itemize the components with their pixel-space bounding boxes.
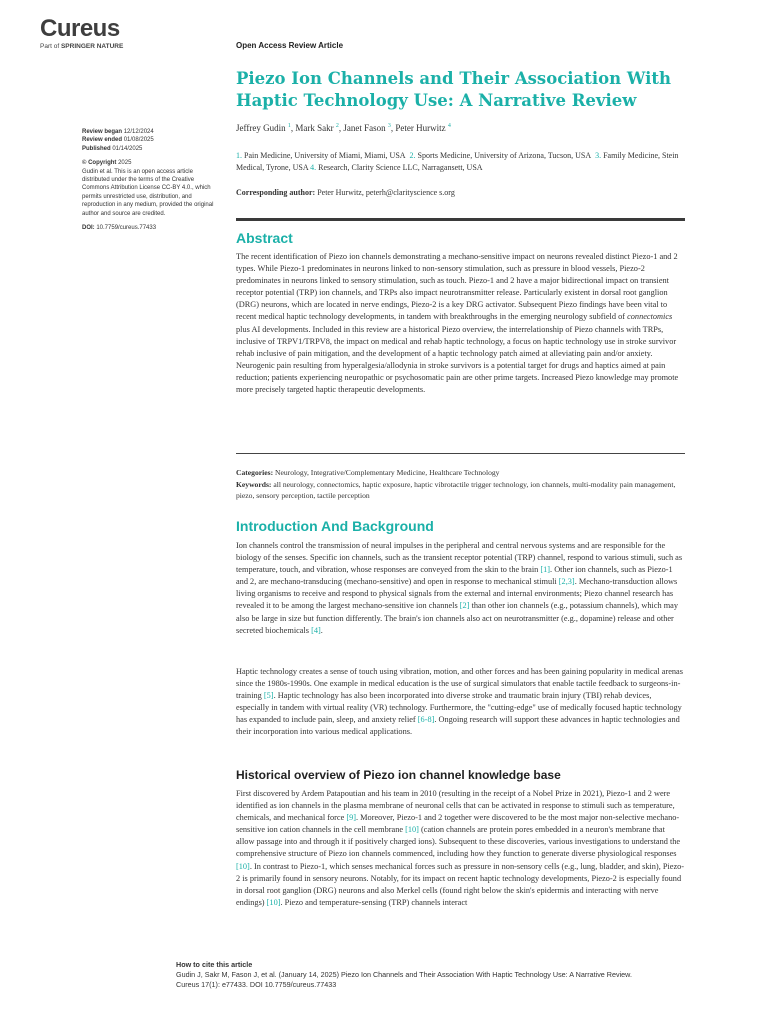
article-type-label: Open Access Review Article: [236, 41, 344, 50]
cite-line-1: Gudin J, Sakr M, Fason J, et al. (January 14, 2025) Piezo Ion Channels and Their Association With Haptic Technology Use: A Narrative Review.: [176, 970, 632, 979]
affiliation-marker: 2: [335, 123, 339, 129]
divider: [236, 453, 685, 454]
categories: Categories: Neurology, Integrative/Complementary Medicine, Healthcare Technology: [236, 468, 500, 477]
doi[interactable]: DOI: 10.7759/cureus.77433: [82, 225, 157, 232]
affiliation-text: Family Medicine, Stein Medical, Tyrone, USA: [236, 151, 679, 172]
affiliation-text: Sports Medicine, University of Arizona, Tucson, USA: [417, 151, 592, 160]
corresponding-label: Corresponding author:: [236, 188, 316, 197]
affiliation-text: Pain Medicine, University of Miami, Miami, USA: [244, 151, 406, 160]
corresponding-author: [236, 188, 455, 197]
article-title: Piezo Ion Channels and Their Association With Haptic Technology Use: A Narrative Review: [236, 69, 671, 110]
affiliation-number: 3.: [595, 151, 602, 160]
affiliation-number: 2.: [409, 151, 416, 160]
reference-link[interactable]: [6-8]: [417, 715, 435, 725]
published-date: Published 01/14/2025: [82, 145, 143, 152]
review-began: Review began 12/12/2024: [82, 129, 154, 135]
reference-link[interactable]: [10]: [405, 825, 419, 835]
author-list: Jeffrey Gudin $^1$, Mark Sakr $^2$, Janet Fason $^3$, Peter Hurwitz $^4$: [236, 123, 451, 133]
author-name[interactable]: Janet Fason: [343, 123, 386, 133]
cite-label: How to cite this article: [176, 960, 253, 969]
reference-link[interactable]: [2]: [459, 601, 470, 611]
cureus-logo: [40, 16, 150, 51]
intro-paragraph-1: Ion channels control the transmission of neural impulses in the peripheral and central nervous systems and are responsible for the biology of the senses. Specific ion channels, such as the transient receptor potential (TRP) channel, respond to various stimuli, such as temperature, touch, and vibration, whose responses are conveyed from the skin to the brain [1]. Other ion channels, such as Piezo-1 and 2, are mechano-transducing (mechano-sensitive) and open in response to mechanical stimuli [2,3]. Mechano-transduction allows living organisms to receive and respond to physical signals from the external and internal environments; Piezo channel research has revealed it to be among the largest mechano-sensitive ion channels [2] than other ion channels (e.g., potassium channels), which may also be large in size but function differently. The brain's ion channels also act on neurotransmitter (e.g., dopamine) release and other secreted biochemicals [4].: [236, 541, 683, 635]
how-to-cite: [176, 960, 736, 990]
reference-link[interactable]: [10]: [266, 897, 281, 907]
reference-link[interactable]: [9]: [346, 813, 357, 823]
intro-paragraph-2: Haptic technology creates a sense of touch using vibration, motion, and other forces and has been gaining popularity in medical arenas since the 1980s-1990s. One example in medical education is the use of surgical simulators that enable tactile feedback to surgeons-in-training [5]. Haptic technology has also been incorporated into diverse stroke and traumatic brain injury (TBI) rehab devices, especially in tandem with virtual reality (VR) technology. Furthermore, the "cutting-edge" use of medically focused haptic technology has expanded to include pain, sleep, and anxiety relief [6-8]. Ongoing research will support these advances in haptic technologies and their incorporation into various medical applications.: [236, 667, 683, 737]
author-name[interactable]: Mark Sakr: [295, 123, 334, 133]
author-name[interactable]: Jeffrey Gudin: [236, 123, 286, 133]
abstract-text: The recent identification of Piezo ion channels demonstrating a mechano-sensitive impact on neurons revealed distinct Piezo-1 and 2 types. While Piezo-1 predominates in neurons linked to non-sensory stimulation, such as pressure in blood vessels, Piezo-2 predominates in neurons linked to sensory stimulation, such as touch. Piezo-1 and 2 have a major bidirectional impact on transient receptor potential (TRP) ion channels, and TRPs also impact neurotransmitter release. Particularly existent in dorsal root ganglion (DRG) neurons, which are located in nerve endings, Piezo-2 is a key DRG activator. Subsequent Piezo findings have been vital to recent medical haptic technology developments, in tandem with breakthroughs in the emerging neurology subfield of connectomics plus AI developments. Included in this review are a historical Piezo overview, the interrelationship of Piezo channels with TRPs, inclusive of TRPV1/TRPV8, the impact on medical and rehab haptic technology, a focus on haptic technology use in stroke survivor rehab inclusive of pain mitigation, and the development of a haptic technology patch aimed at alleviating pain and/or anxiety. Neurogenic pain resulting from hyperalgesia/allodynia in stroke survivors is a potential target for drugs and haptics aimed at pain reduction; patients experiencing neuropathic or psychosomatic pain are other prime targets. Increased Piezo knowledge may promote more precisely targeted haptic therapeutic developments.: [236, 252, 679, 395]
reference-link[interactable]: [5]: [263, 691, 274, 701]
introduction-heading: Introduction And Background: [236, 518, 434, 534]
article-sidebar: [82, 128, 222, 232]
affiliation-text: Research, Clarity Science LLC, Narragansett, USA: [318, 163, 483, 172]
affiliations: [236, 150, 684, 174]
brand-name: Cureus: [40, 15, 120, 42]
copyright: © Copyright 2025: [82, 160, 132, 167]
affiliation-number: 1.: [236, 151, 242, 160]
affiliation-marker: 1: [287, 123, 291, 129]
cite-line-2: Cureus 17(1): e77433. DOI 10.7759/cureus.77433: [176, 980, 337, 989]
license-text: Gudin et al. This is an open access article distributed under the terms of the Creative Commons Attribution License CC-BY 4.0., which permits unrestricted use, distribution, and reproduction in any medium, provided the original author and source are credited.: [82, 168, 214, 217]
author-name[interactable]: Peter Hurwitz: [395, 123, 446, 133]
divider: [236, 218, 685, 221]
abstract-heading: Abstract: [236, 230, 293, 246]
history-heading: Historical overview of Piezo ion channel knowledge base: [236, 768, 561, 782]
brand-tagline: Part of SPRINGER NATURE: [40, 43, 124, 50]
corresponding-value[interactable]: Peter Hurwitz, peterh@clarityscience s.org: [317, 188, 455, 197]
affiliation-marker: 4: [447, 123, 451, 129]
reference-link[interactable]: [4]: [311, 625, 321, 635]
affiliation-marker: 3: [387, 123, 391, 129]
reference-link[interactable]: [1]: [540, 565, 551, 575]
affiliation-number: 4.: [310, 163, 317, 172]
reference-link[interactable]: [2,3]: [558, 577, 575, 587]
history-paragraph: First discovered by Ardem Patapoutian and his team in 2010 (resulting in the receipt of a Nobel Prize in 2021), Piezo-1 and 2 were identified as ion channels in the plasma membrane of neuronal cells that can be activated in response to stimuli such as temperature, chemicals, and mechanical force [9]. Moreover, Piezo-1 and 2 together were discovered to be the most major non-selective mechano-sensitive ion cation channels in the cell membrane [10] (cation channels are protein pores embedded in a neuron's membrane that allow passage into and through it if positively charged ions). Subsequent to these discoveries, various investigations to understand the comprehensive structure of Piezo ion channels commenced, including how they function to generate diverse physiological responses [10]. In contrast to Piezo-1, which senses mechanical forces such as pressure in non-sensory cells (e.g., lung, bladder, and skin), Piezo-2 is primarily found in sensory neurons. Notably, for its impact on recent haptic technology developments, Piezo-2 is especially found in dorsal root ganglion (DRG) neurons and also Merkel cells (found right below the skin's epidermis and interacting with nerve endings) [10]. Piezo and temperature-sensing (TRP) channels interact: [236, 789, 685, 907]
reference-link[interactable]: [10]: [236, 861, 250, 871]
review-ended: Review ended 01/08/2025: [82, 137, 154, 144]
keywords: Keywords: all neurology, connectomics, haptic exposure, haptic vibrotactile trigger technology, ion channels, multi-modality pain management, piezo, sensory perception, tactile perception: [236, 480, 676, 500]
